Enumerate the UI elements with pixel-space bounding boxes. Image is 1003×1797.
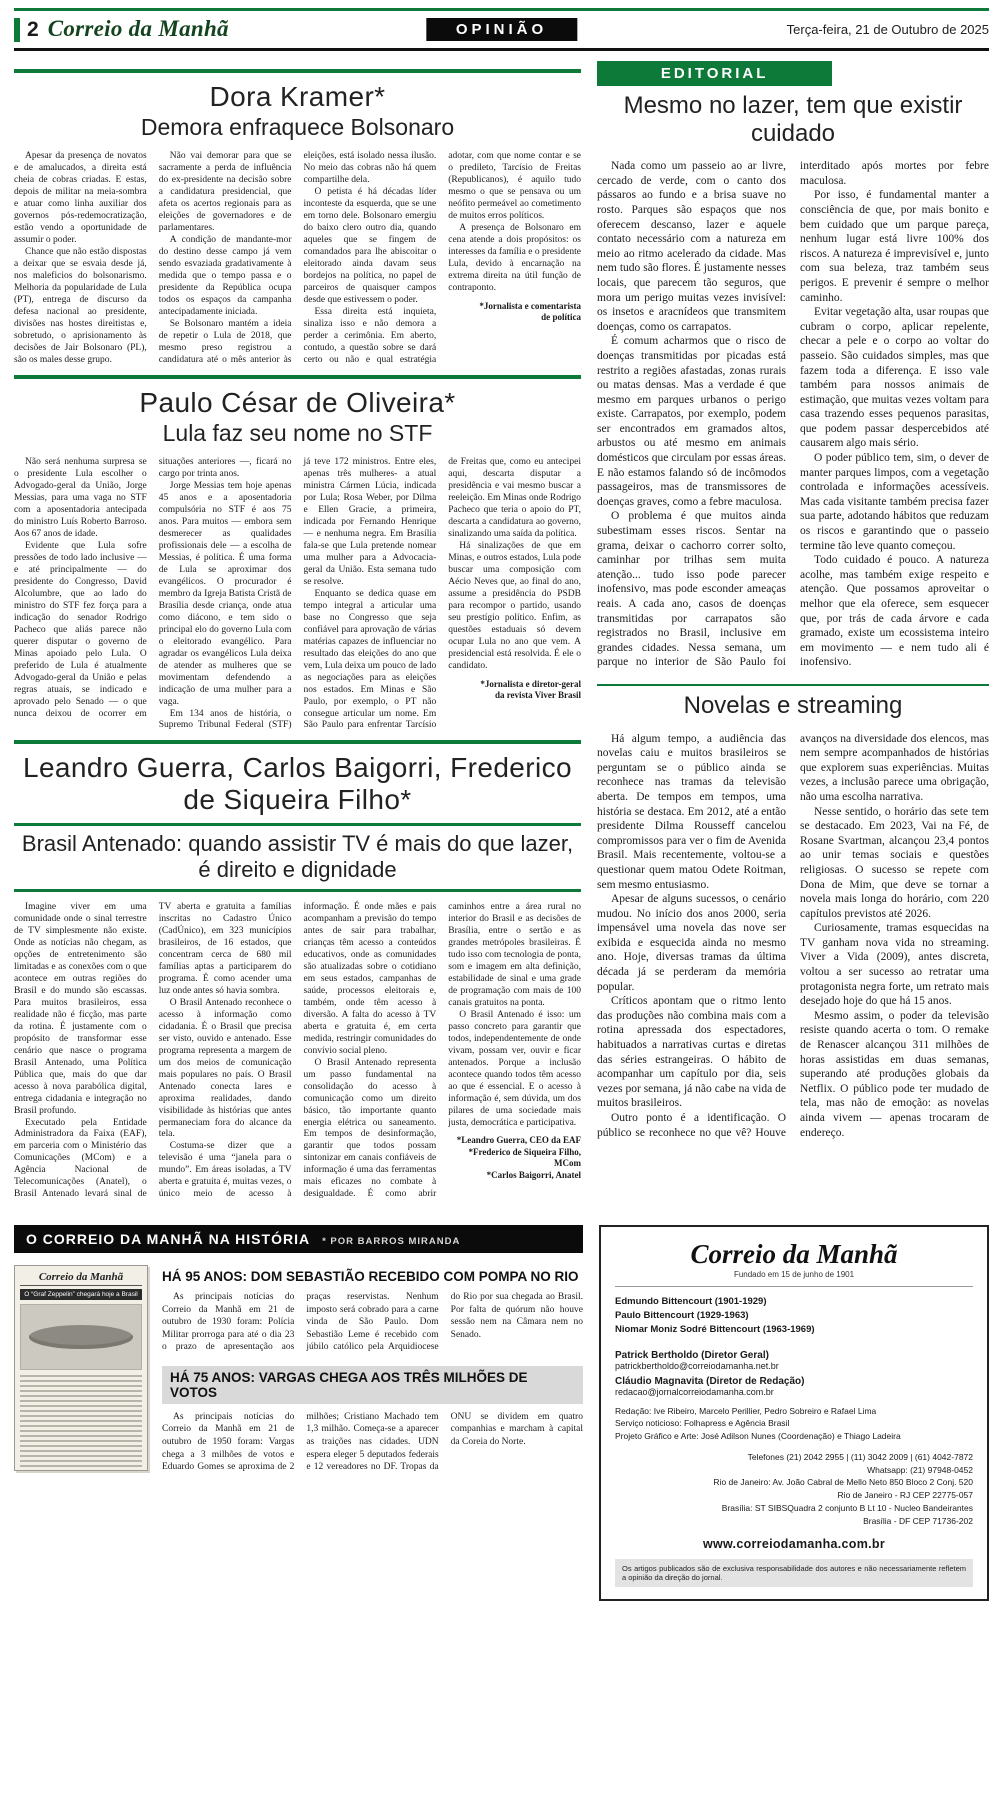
history-95-anos — [162, 1269, 583, 1354]
history-heading: HÁ 75 ANOS: VARGAS CHEGA AOS TRÊS MILHÕES DE VOTOS — [162, 1366, 583, 1404]
article-author: Paulo César de Oliveira* — [139, 386, 456, 418]
history-body — [162, 1411, 583, 1474]
history-bar-title: O CORREIO DA MANHÃ NA HISTÓRIA — [26, 1231, 311, 1248]
history-section — [14, 1225, 583, 1601]
paragraph: da revista Viver Brasil — [494, 689, 581, 700]
paragraph: Evidente que Lula sofre pressões de todo lado inclusive — e até principalmente — do presidente do Congresso, David Alcolumbre, que ao lado do ministro do STF fez força para a indicação do senador Rodrigo Pacheco que aliás parece não querer disputar o governo de Minas apoiado pelo Lula. O preferido de Lula é atualmente Advogado-geral da União e pelas regras atuais, se indicado e aprovado pelo Senado — o que nunca deixou de ocorrer em situações anteriores —, ficará no cargo por trinta anos. — [14, 457, 292, 719]
header-left — [14, 16, 229, 42]
paragraph: As principais notícias do Correio da Manhã em 21 de outubro de 1930 foram: Polícia Militar prorroga para até o dia 23 o prazo de apresentação aos praças reservistas. Nenhum imposto será cobrado para a carne vinda de São Paulo. Dom Sebastião Leme é recebido com júbilo católico pela Arquidiocese do Rio por sua chegada ao Brasil. Por falta de quórum não houve sessão nem na Câmara nem no Senado. — [162, 1292, 583, 1353]
paragraph: Em 134 anos de história, o Supremo Tribunal Federal (STF) já teve 172 ministros. Entre eles, apenas três mulheres- a atual ministra Cármen Lúcia, indicada por Lula; Rosa Weber, por Dilma e Ellen Gracie, a primeira, indicada por Fernando Henrique — e nenhuma negra. Em Brasília fala-se que Lula pretende nomear uma mulher para a Advocacia-geral da União. Esta semana tudo se resolve. — [158, 457, 437, 731]
history-75-anos — [162, 1366, 583, 1474]
staffbox-disclaimer: Os artigos publicados são de exclusiva responsabilidade dos autores e não necessariamente refletem a opinião da direção do jornal. — [615, 1559, 973, 1587]
history-articles — [162, 1265, 583, 1479]
paragraph: O poder público tem, sim, o dever de manter parques limpos, com a vegetação controlada e informações acessíveis. Mas cada visitante também precisa fazer sua parte, adotando hábitos que reduzam os riscos e garantindo que o passeio termine tão leve quanto começou. — [800, 452, 989, 552]
paragraph: Não será nenhuma surpresa se o presidente Lula escolher o Advogado-geral da União, Jorge Messias, para uma vaga no STF com a aposentadoria antecipada do ministro Luís Roberto Barroso. Aos 67 anos de idade. — [14, 457, 147, 539]
staffbox-logo: Correio da Manhã — [690, 1239, 898, 1270]
staffbox-team-lines — [615, 1405, 973, 1443]
founder-line: Edmundo Bittencourt (1901-1929) — [615, 1296, 767, 1308]
article-title-box — [14, 823, 581, 892]
paragraph: Imagine viver em uma comunidade onde o sinal terrestre de TV simplesmente não existe. Onde as notícias não chegam, as opções de entretenimento são limitadas e as conexões com o que acontece em outras regiões do Brasil e do mundo são escassas. Para muitos brasileiros, essa realidade não é ficção, mas parte da rotina. É justamente com o propósito de transformar esse cenário que nasce o programa Brasil Antenado, uma Política Pública que, mais do que dar acesso à nova parabólica digital, entrega cidadania e integração no Brasil profundo. — [14, 902, 147, 1116]
novelas-title: Novelas e streaming — [683, 691, 903, 719]
paragraph: Brasília: ST SIBSQuadra 2 conjunto B Lt 10 - Nucleo Bandeirantes — [721, 1502, 973, 1513]
director-name: Patrick Bertholdo (Diretor Geral) — [615, 1349, 769, 1361]
paragraph: O problema é que muitos ainda subestimam esses riscos. Sentar na grama, deixar o cachorro correr solto, caminhar por trilhas sem muita atenção... tudo isso pode parecer inofensivo, mas pode esconder ameaças reais. A cada ano, casos de doenças transmitidas por carrapatos são registrados no Brasil, inclusive em grandes cidades. Nessa semana, um parque no interior de São Paulo foi interditado após mortes por febre maculosa. — [597, 160, 989, 669]
archive-newspaper-image — [14, 1265, 148, 1471]
article-author: Leandro Guerra, Carlos Baigorri, Frederico de Siqueira Filho* — [22, 752, 573, 815]
paragraph: Redação: Ive Ribeiro, Marcelo Perillier, Pedro Sobreiro e Rafael Lima — [615, 1405, 877, 1416]
paragraph: Telefones (21) 2042 2955 | (11) 3042 2009 | (61) 4042-7872 — [747, 1451, 973, 1462]
paragraph: Rio de Janeiro: Av. João Cabral de Mello Neto 850 Bloco 2 Conj. 520 — [713, 1477, 973, 1488]
editorial-paragraphs — [597, 159, 989, 670]
paragraph: Nada como um passeio ao ar livre, cercado de verde, com o canto dos pássaros ao fundo e a brisa suave no rosto. Parques são espaços que nos oferecem descanso, lazer e aquele contato necessário com a natureza em meio ao ritmo acelerado da cidade. Mas nem tudo são flores. É justamente nesses locais, que parecem tão seguros, que mora um perigo muitas vezes invisível: os insetos e aracnídeos que transmitem doenças, como os carrapatos. — [597, 160, 786, 333]
editorial-body — [597, 159, 989, 670]
paragraph: Jorge Messias tem hoje apenas 45 anos e a aposentadoria compulsória no STF é aos 75 anos. Para muitos — embora sem desmerecer as qualidades profissionais dele — a escolha de Messias, é política. É uma forma de Lula se aproximar dos evangélicos. O procurador é membro da Igreja Batista Cristã de Brasília desde criança, onde atua como diácono, e tem sido o principal elo do governo Lula com o eleitorado evangélico. Para agradar os evangélicos Lula deixa de atender as mulheres que se movimentam defendendo a indicação de uma mulher para a vaga. — [158, 481, 292, 707]
article-title: Lula faz seu nome no STF — [162, 420, 433, 447]
paragraph: Há algum tempo, a audiência das novelas caiu e muitos brasileiros se perguntam se o público ainda se reconhece nas tramas da televisão aberta. De tempos em tempos, uma história se destaca. Em 2012, até a então presidente Dilma Rousseff cancelou compromissos para ver o fim de Avenida Brasil. Mais recentemente, voltou-se a questionar quem matou Odete Roitman, sem mesmo entusiasmo. — [597, 732, 786, 891]
paragraph: Essa direita está inquieta, sinaliza isso e não demora a perder a cerimônia. Em aberto, contudo, a questão sobre se dará certo ou não e qual estratégia adotar, com que nome contar e se o predileto, Tarcísio de Freitas (Republicanos), é aquilo tudo mesmo o que se pensava ou um neófito permeável ao cometimento de muitos erros políticos. — [303, 151, 581, 365]
article-paragraphs — [14, 151, 581, 366]
opinion-column — [14, 61, 581, 1207]
paragraph: *Jornalista e comentarista — [479, 300, 581, 311]
history-bar-byline: * POR BARROS MIRANDA — [322, 1236, 461, 1248]
article-signature — [448, 679, 581, 702]
article-brasil-antenado — [14, 740, 581, 1201]
masthead-info-box — [599, 1225, 989, 1601]
paragraph: Se Bolsonaro mantém a ideia de repetir o Lula de 2018, que mesmo preso registrou a candidatura até o mês anterior às eleições, está isolado nessa ilusão. No meio das cobras não há quem compartilhe dela. — [158, 151, 437, 365]
paragraph: Brasília - DF CEP 71736-202 — [863, 1515, 973, 1526]
director-name: Cláudio Magnavita (Diretor de Redação) — [615, 1375, 805, 1387]
history-bar — [14, 1225, 583, 1253]
paragraph: Todo cuidado é pouco. A natureza acolhe, mas também exige respeito e atenção. Que possamos aproveitar o melhor que ela oferece, sem esquecer que, por trás de cada árvore e cada gramado, existe um ecossistema inteiro em movimento — e nem tudo ali é inofensivo. — [800, 554, 989, 669]
novelas-paragraphs — [597, 732, 989, 1141]
staffbox-founded: Fundado em 15 de junho de 1901 — [615, 1270, 973, 1287]
paragraph: Evitar vegetação alta, usar roupas que cubram o corpo, aplicar repelente, checar a pele e o corpo ao voltar do passeio. São cuidados simples, mas que fazem toda a diferença. E isso vale também para nossos animais de estimação, que muitas vezes voltam para casa trazendo esses pequenos parasitas, que podem passar despercebidos até causarem algo mais sério. — [800, 306, 989, 450]
novelas-body — [597, 732, 989, 1141]
paragraph: A presença de Bolsonaro em cena atende a dois propósitos: os interesses da família e o presidente Lula, devido à encarnação na extrema direita na útil função de contraponto. — [448, 223, 581, 294]
article-title: Demora enfraquece Bolsonaro — [140, 114, 455, 141]
newspaper-logo: Correio da Manhã — [47, 16, 229, 41]
archive-text-texture — [20, 1375, 142, 1467]
paragraph: O Brasil Antenado representa um passo fundamental na consolidação do acesso à comunicação como um direito básico, tão importante quanto energia elétrica ou saneamento. Em tempos de desinformação, garantir que todos possam sintonizar em canais confiáveis de informação é uma das ferramentas mais eficazes no combate à desigualdade. É como abrir caminhos entre a área rural no interior do Brasil e as decisões de Brasília, entre o sertão e as grandes metrópoles brasileiras. É tudo isso com tecnologia de ponta, som e imagem em alta definição, estabilidade de sinal e uma grade de programação com mais de 100 canais gratuitos na ponta. — [303, 902, 581, 1200]
article-signature — [448, 301, 581, 324]
paragraph: *Jornalista e diretor-geral — [480, 678, 581, 689]
editorial-section — [597, 61, 989, 670]
editorial-column — [597, 61, 989, 1207]
section-divider — [14, 375, 581, 379]
paragraph: *Frederico de Siqueira Filho, MCom — [468, 1146, 581, 1169]
section-divider — [14, 69, 581, 73]
paragraph: Mesmo assim, o poder da televisão resiste quando acerta o tom. O remake de Renascer alcançou 311 milhões de horas assistidas em duas semanas, superando até produções globais da Netflix. O público pode ter mudado de tela, mas não de emoção: as novelas ainda vivem — apenas trocaram de endereço. — [800, 1009, 989, 1139]
paragraph: Rio de Janeiro - RJ CEP 22775-057 — [837, 1490, 973, 1501]
paragraph: Executado pela Entidade Administradora da Faixa (EAF), em parceria com o Ministério das Comunicações (MCom) e a Agência Nacional de Telecomunicações (Anatel), o Brasil Antenado levará sinal de TV aberta e gratuita a famílias inscritas no Cadastro Único (CadÚnico), em 323 municípios brasileiros, de 16 estados, que concentram cerca de 680 mil famílias aptas a participarem do programa. É como acender uma luz onde antes só havia sombra. — [14, 902, 292, 1200]
paragraph: É comum acharmos que o risco de doenças transmitidas por picadas está restrito a regiões afastadas, zonas rurais ou matas densas. Mas a verdade é que mesmo em parques urbanos o perigo existe. Carrapatos, por exemplo, podem ser encontrados em gramados altos, arbustos ou até mesmo em animais domésticos que circulam por essas áreas. E não estamos falando só de incômodos passageiros, mas de transmissores de doenças graves, como a febre maculosa. — [597, 335, 786, 508]
paragraph: Curiosamente, tramas esquecidas na TV ganham nova vida no streaming. Viver a Vida (2009), antes discreta, voltou a ser sucesso ao retratar uma protagonista negra forte, um retrato mais desejado hoje do que há 15 anos. — [800, 922, 989, 1008]
paragraph: Há sinalizações de que em Minas, e outros estados, Lula pode buscar uma composição com Aécio Neves que, ao final do ano, assume a presidência do PSDB para recompor o partido, usando seu prestígio político. Enfim, as questões estaduais só devem ocupar Lula no ano que vem. A presidencial está resolvida. É ele o candidato. — [448, 540, 581, 671]
section-label: OPINIÃO — [426, 18, 577, 41]
editorial-title: Mesmo no lazer, tem que existir cuidado — [623, 92, 963, 147]
section-divider — [597, 684, 989, 686]
history-heading: HÁ 95 ANOS: DOM SEBASTIÃO RECEBIDO COM POMPA NO RIO — [162, 1269, 579, 1285]
paragraph: Serviço noticioso: Folhapress e Agência Brasil — [615, 1418, 790, 1429]
archive-headline: O “Graf Zeppelin” chegará hoje a Brasil — [20, 1289, 142, 1300]
paragraph: O Brasil Antenado reconhece o acesso à informação como cidadania. É o Brasil que precisa ser visto, ouvido e antenado. Esse programa representa a margem de um dos meios de comunicação mais populares no país. O Brasil Antenado conecta lares e aproxima realidades, dando visibilidade às histórias que antes permaneciam fora do alcance da tela. — [158, 997, 292, 1140]
article-author: Dora Kramer* — [209, 81, 386, 112]
director-email: redacao@jornalcorreiodamanha.com.br — [615, 1386, 774, 1397]
article-body — [14, 902, 581, 1201]
paragraph: Chance que não estão dispostas a deixar que se esvaia desde já, nos maleficios do bolsonarismo. Melhoria da popularidade de Lula (PT), entrega de discurso da defesa nacional ao presidente, divisões nas hostes direitistas e, sobretudo, o aprisionamento às decisões de Jair Bolsonaro (PL), são os males desse grupo. — [14, 247, 147, 365]
paragraph: Nesse sentido, o horário das sete tem se destacado. Em 2023, Vai na Fé, de Rosane Svartman, alcançou 23,4 pontos ao unir temas sociais e questões religiosas. O sucesso se repete com Dona de Mim, que deve se tornar a novela mais longa do horário, com 220 capítulos previstos até 2026. — [800, 805, 989, 920]
main-content-grid — [14, 61, 989, 1207]
archive-masthead: Correio da Manhã — [20, 1271, 142, 1286]
founder-line: Paulo Bittencourt (1929-1963) — [615, 1310, 749, 1322]
article-title: Brasil Antenado: quando assistir TV é mais do que lazer, é direito e dignidade — [21, 831, 574, 883]
paragraph: Apesar de alguns sucessos, o cenário mudou. No início dos anos 2000, seria impensável uma novela das nove ser exibida e esquecida ainda no mesmo ano. Hoje, diversas tramas da última década já se perderam da memória popular. — [597, 893, 786, 993]
article-body — [14, 151, 581, 366]
paragraph: Projeto Gráfico e Arte: José Adilson Nunes (Coordenação) e Thiago Ladeira — [615, 1431, 901, 1442]
zeppelin-image — [29, 1325, 133, 1349]
paragraph: Outro ponto é a identificação. O público se reconhece no que vê? Houve avanços na diversidade dos elencos, mas nem sempre acompanhados de histórias que explorem suas experiências. Muitas vezes, a inclusão parece uma obrigação, não uma escolha narrativa. — [597, 732, 989, 1139]
paragraph: Por isso, é fundamental manter a consciência de que, por mais bonito e bem cuidado que um parque pareça, nenhum lugar está livre 100% dos riscos. A natureza é imprevisível e, junto com sua beleza, traz também seus perigos. E prevenir é sempre o melhor caminho. — [800, 189, 989, 304]
paragraph: O Brasil Antenado é isso: um passo concreto para garantir que todos, independentemente de onde vivam, possam ver, ouvir e ficar antenados. Porque a inclusão acontece quando todos têm acesso ao que é essencial. E o acesso à informação é, sem dúvida, um dos pilares de uma sociedade mais justa, democrática e participativa. — [448, 1009, 581, 1128]
staffbox-directors — [615, 1345, 973, 1397]
editorial-badge: EDITORIAL — [597, 61, 832, 86]
history-body — [162, 1291, 583, 1354]
article-signature — [448, 1135, 581, 1181]
archive-photo — [20, 1304, 142, 1370]
paragraph: *Carlos Baigorri, Anatel — [486, 1169, 581, 1180]
paragraph: Não vai demorar para que se sacramente a perda de influência do ex-presidente na decisão sobre a candidatura presidencial, que afeta os acertos regionais para as eleições de governadores e de parlamentares. — [158, 151, 292, 234]
director-email: patrickbertholdo@correiodamanha.net.br — [615, 1360, 779, 1371]
staffbox-contact-lines — [615, 1451, 973, 1528]
history-content — [14, 1265, 583, 1479]
paragraph: Enquanto se dedica quase em tempo integral a articular uma base no Congresso que seja confiável para aprovação de várias matérias capazes de influenciar no resultado das eleições do ano que vem, Lula deixa um pouco de lado as negociações para as eleições nos estados. Em Minas e São Paulo, por exemplo, o PT não consegue articular um nome. Em São Paulo para enfrentar Tarcísio de Freitas que, como eu antecipei aqui, descarta disputar a presidência e vai mesmo buscar a reeleição. Em Minas onde Rodrigo Pacheco que teria o apoio do PT, descarta a candidatura ao governo, sinalizando uma saída da política. — [303, 457, 581, 731]
paragraph: de política — [541, 312, 581, 323]
staffbox-founders — [615, 1295, 973, 1336]
staffbox-website: www.correiodamanha.com.br — [702, 1537, 886, 1552]
article-paulo-cesar — [14, 375, 581, 733]
paragraph: Apesar da presença de novatos e de amalucados, a direita está cheia de cobras criadas. E estas, depois de militar na meia-sombra e atuar como linha auxiliar dos governos pós-redemocratização, estão vendo a oportunidade de assumir o poder. — [14, 151, 147, 246]
page-header — [14, 8, 989, 51]
paragraph: Whatsapp: (21) 97948-0452 — [867, 1464, 973, 1475]
paragraph: O petista é há décadas líder inconteste da esquerda, que se une em torno dele. Bolsonaro emergiu do baixo clero outro dia, quando aqueles que se fingem de comandados para lhe abiscoitar o eleitorado ainda davam seus bordejos na política, no papel de parceiros de quaisquer campos desde que estivessem o poder. — [303, 187, 437, 305]
edition-date: Terça-feira, 21 de Outubro de 2025 — [786, 21, 989, 37]
paragraph: As principais notícias do Correio da Manhã em 21 de outubro de 1950 foram: Vargas chega a 3 milhões de votos e Eduardo Gomes se aproxima de 2 milhões; Cristiano Machado tem 1,3 milhão. Começa-se a aparecer as traições nas cidades. UDN espera eleger 5 deputados federais e 12 vereadores no DF. Tropas da ONU se dividem em quatro companhias e marcham à capital da Coreia do Norte. — [162, 1411, 583, 1473]
paragraph: Costuma-se dizer que a televisão é uma “janela para o mundo”. Em áreas isoladas, a TV aberta e gratuita é, muitas vezes, o único meio de acesso à informação. É onde mães e pais acompanham a previsão do tempo antes de sair para trabalhar, crianças têm acesso a conteúdos educativos, onde as comunidades são atualizadas sobre o cotidiano em seus estados, campanhas de saúde, processos eleitorais e, também, onde têm acesso à diversão. A falta do acesso à TV aberta e gratuita é, em certa medida, restringir comunidades do convívio social pleno. — [158, 902, 437, 1200]
paragraph: Críticos apontam que o ritmo lento das produções não combina mais com a rotina apressada dos espectadores, habituados a narrativas curtas e diretas das séries estrangeiras. O hábito de acompanhar um capítulo por dia, seis vezes por semana, já não cabe na vida de muitos brasileiros. — [597, 995, 786, 1110]
bottom-section — [14, 1225, 989, 1601]
article-dora-kramer — [14, 69, 581, 367]
history-paragraphs — [162, 1291, 583, 1354]
article-body — [14, 457, 581, 732]
paragraph: *Leandro Guerra, CEO da EAF — [456, 1135, 581, 1146]
novelas-section — [597, 684, 989, 1140]
history-paragraphs — [162, 1411, 583, 1474]
paragraph: A condição de mandante-mor do destino desse campo já vem sendo esvaziada gradativamente à medida que o tempo passa e o presidente da República ocupa todos os espaços da campanha antecipadamente iniciada. — [158, 235, 292, 317]
section-divider — [14, 740, 581, 744]
founder-line: Niomar Moniz Sodré Bittencourt (1963-1969) — [615, 1323, 815, 1335]
page-number: 2 — [14, 18, 39, 42]
